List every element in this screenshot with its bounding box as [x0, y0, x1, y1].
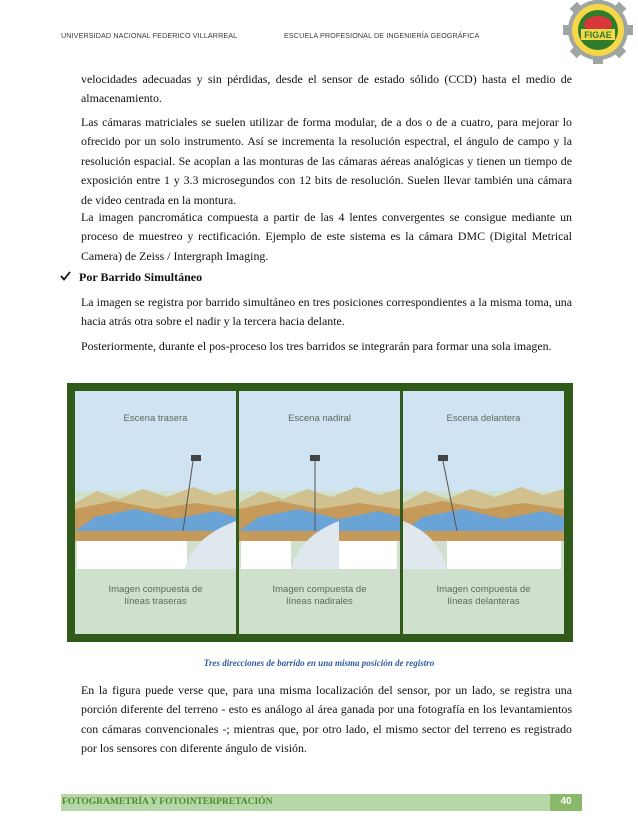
scan-directions-figure: [67, 383, 573, 642]
figure-panel-forward: [403, 391, 564, 634]
section-heading-text: Por Barrido Simultáneo: [79, 270, 203, 284]
paragraph-4: La imagen se registra por barrido simultáneo en tres posiciones correspondientes a la misma toma, una hacia atrás otra sobre el nadir y la tercera hacia delante.: [81, 295, 572, 329]
faculty-logo: [562, 0, 634, 64]
figure-panel-nadir: [239, 391, 400, 634]
header-university: UNIVERSIDAD NACIONAL FEDERICO VILLARREAL: [61, 31, 238, 40]
panel-caption: Imagen compuesta de líneas nadirales: [272, 584, 367, 607]
paragraph-5: Posteriormente, durante el pos-proceso los tres barridos se integrarán para formar una sola imagen.: [81, 339, 552, 353]
header-school: ESCUELA PROFESIONAL DE INGENIERÍA GEOGRÁFICA: [284, 31, 480, 40]
logo-text: FIGAE: [584, 30, 612, 40]
footer-title: FOTOGRAMETRÍA Y FOTOINTERPRETACIÓN: [62, 797, 273, 807]
figure-caption: Tres direcciones de barrido en una misma posición de registro: [203, 658, 435, 668]
panel-caption: Imagen compuesta de líneas delanteras: [436, 584, 531, 607]
figure-panel-rear: [75, 391, 236, 634]
panel-caption: Imagen compuesta de líneas traseras: [108, 584, 203, 607]
paragraph-1: velocidades adecuadas y sin pérdidas, desde el sensor de estado sólido (CCD) hasta el medio de almacenamiento.: [81, 72, 572, 106]
page-number: 40: [560, 796, 572, 807]
paragraph-2: Las cámaras matriciales se suelen utilizar de forma modular, de a dos o de a cuatro, para mejorar lo ofrecido por un solo instrumento. Así se incrementa la resolución espectral, el ángulo de campo y la resolución espacial. Se acoplan a las monturas de las cámaras aéreas analógicas y tienen un tiempo de exposición entre 1 y 3.3 microsegundos con 12 bits de resolución. Suelen llevar también una cámara de video centrada en la montura.: [81, 115, 572, 207]
panel-title: Escena nadiral: [288, 413, 351, 424]
panel-title: Escena delantera: [446, 413, 521, 424]
checkmark-icon: [60, 270, 72, 285]
paragraph-6: En la figura puede verse que, para una misma localización del sensor, por un lado, se registra una porción diferente del terreno - esto es análogo al área ganada por una fotografía en los levantamientos con cámaras convencionales -; mientras que, por otro lado, el mismo sector del terreno es registrado por los sensores con diferente ángulo de visión.: [81, 683, 572, 756]
paragraph-3: La imagen pancromática compuesta a partir de las 4 lentes convergentes se consigue mediante un proceso de muestreo y rectificación. Ejemplo de este sistema es la cámara DMC (Digital Metrical Camera) de Zeiss / Intergraph Imaging.: [81, 210, 572, 263]
panel-title: Escena trasera: [123, 413, 188, 424]
section-heading: [60, 270, 202, 285]
